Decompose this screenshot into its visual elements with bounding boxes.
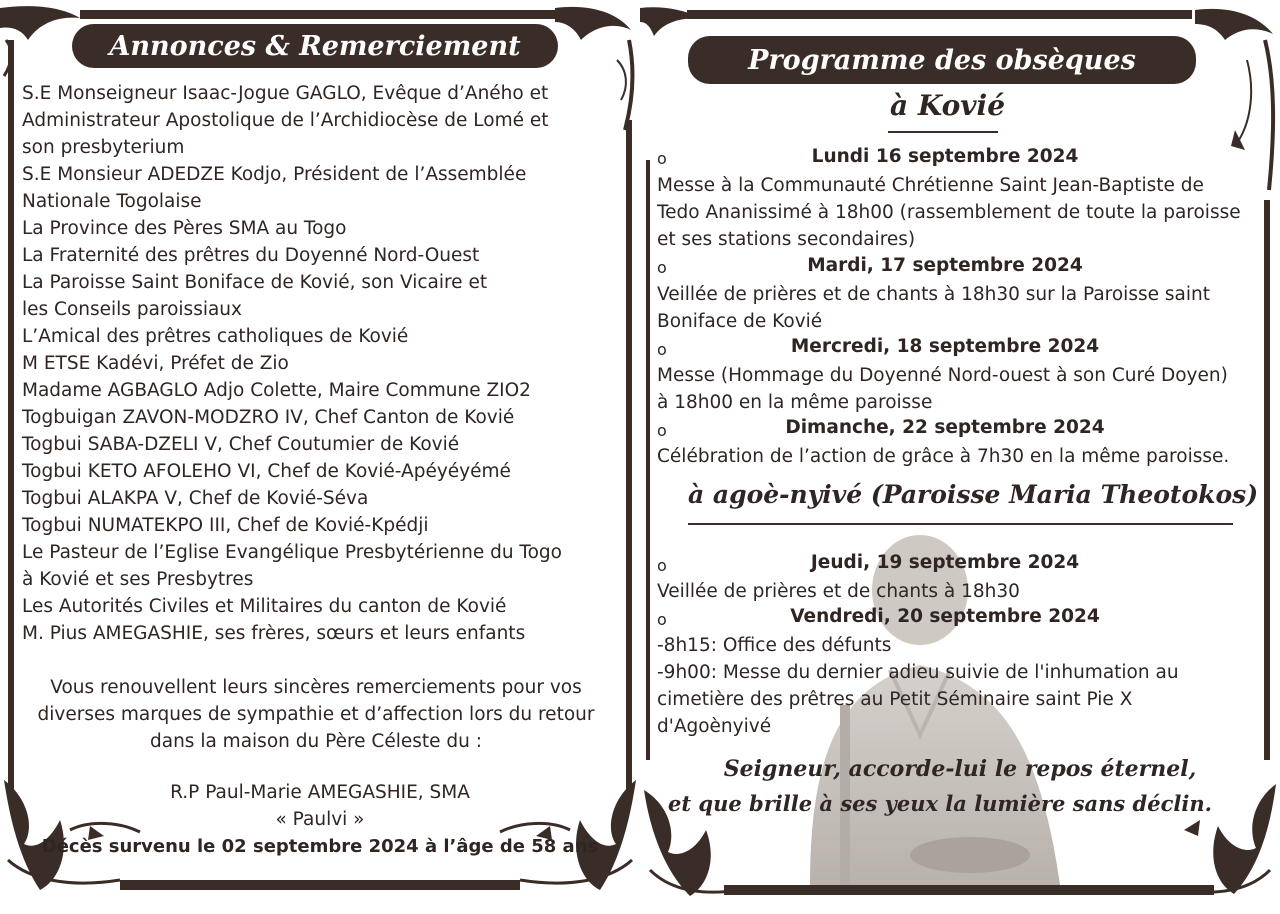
list-item: Les Autorités Civiles et Militaires du canton de Kovié (22, 596, 507, 617)
list-item: Togbui NUMATEKPO III, Chef de Kovié-Kpédji (22, 515, 429, 536)
list-item: Togbui KETO AFOLEHO VI, Chef de Kovié-Apéyéyémé (22, 461, 511, 482)
announcements-title-banner (72, 24, 558, 68)
list-item: La Province des Pères SMA au Togo (22, 218, 347, 239)
death-notice: Décès survenu le 02 septembre 2024 à l’âge de 58 ans (41, 836, 599, 857)
list-item: M. Pius AMEGASHIE, ses frères, sœurs et leurs enfants (22, 623, 526, 644)
list-item: Madame AGBAGLO Adjo Colette, Maire Commune ZIO2 (22, 380, 531, 401)
list-item: les Conseils paroissiaux (22, 299, 242, 320)
program-title: Programme des obsèques (748, 44, 1136, 76)
bullet: o (657, 340, 667, 359)
list-item: Le Pasteur de l’Eglise Evangélique Presbytérienne du Togo (22, 542, 562, 563)
list-item: à Kovié et ses Presbytres (22, 569, 254, 590)
announcements-title: Annonces & Remerciement (109, 30, 521, 62)
list-item: son presbyterium (22, 137, 185, 158)
list-item: M ETSE Kadévi, Préfet de Zio (22, 353, 289, 374)
top-frame-bar (687, 10, 1192, 19)
event-date: Dimanche, 22 septembre 2024 (785, 417, 1105, 438)
left-frame-bar (646, 160, 650, 760)
bullet: o (657, 610, 667, 629)
thanks-line: dans la maison du Père Céleste du : (150, 731, 482, 752)
prayer-line: Seigneur, accorde-lui le repos éternel, (723, 756, 1197, 782)
list-item: Togbuigan ZAVON-MODZRO IV, Chef Canton de Kovié (22, 407, 515, 428)
thanks-line: Vous renouvellent leurs sincères remerciements pour vos (50, 677, 582, 698)
bullet: o (657, 421, 667, 440)
event-line: Célébration de l’action de grâce à 7h30 en la même paroisse. (657, 446, 1230, 467)
event-line: à 18h00 en la même paroisse (657, 392, 933, 413)
event-line: cimetière des prêtres au Petit Séminaire saint Pie X (657, 689, 1133, 710)
bottom-right-ornament (1140, 760, 1280, 914)
event-line: Boniface de Kovié (657, 311, 823, 332)
thanks-line: diverses marques de sympathie et d’affection lors du retour (37, 704, 595, 725)
event-line: Veillée de prières et de chants à 18h30 sur la Paroisse saint (657, 284, 1210, 305)
list-item: L’Amical des prêtres catholiques de Kovié (22, 326, 409, 347)
bottom-frame-bar (120, 880, 520, 890)
location-kovie-heading: à Kovié (890, 89, 1006, 122)
deceased-nickname: « Paulvi » (275, 809, 365, 830)
top-right-ornament (555, 0, 640, 140)
list-item: Togbui ALAKPA V, Chef de Kovié-Séva (22, 488, 369, 509)
location-agoe-heading: à agoè-nyivé (Paroisse Maria Theotokos) (688, 480, 1259, 509)
list-item: La Fraternité des prêtres du Doyenné Nord-Ouest (22, 245, 480, 266)
prayer-line: et que brille à ses yeux la lumière sans déclin. (668, 791, 1212, 816)
list-item: La Paroisse Saint Boniface de Kovié, son Vicaire et (22, 272, 488, 293)
list-item: Togbui SABA-DZELI V, Chef Coutumier de Kovié (22, 434, 460, 455)
event-line: Veillée de prières et de chants à 18h30 (657, 581, 1020, 602)
program-panel (640, 0, 1280, 914)
event-date: Mercredi, 18 septembre 2024 (790, 336, 1100, 357)
event-line: d'Agoènyivé (657, 716, 772, 737)
list-item: S.E Monsieur ADEDZE Kodjo, Président de l’Assemblée (22, 164, 527, 185)
location-kovie-underline (888, 131, 998, 133)
event-date: Lundi 16 septembre 2024 (811, 146, 1079, 167)
bottom-left-ornament (640, 760, 770, 914)
event-date: Jeudi, 19 septembre 2024 (810, 552, 1080, 573)
event-line: -9h00: Messe du dernier adieu suivie de l'inhumation au (657, 662, 1179, 683)
right-frame-bar (1264, 200, 1270, 760)
event-line: Tedo Ananissimé à 18h00 (rassemblement de toute la paroisse (657, 202, 1241, 223)
deceased-name: R.P Paul-Marie AMEGASHIE, SMA (170, 782, 470, 803)
program-title-banner (688, 36, 1196, 84)
list-item: Administrateur Apostolique de l’Archidiocèse de Lomé et (22, 110, 549, 131)
top-right-ornament (1195, 0, 1280, 200)
bullet: o (657, 149, 667, 168)
event-line: Messe (Hommage du Doyenné Nord-ouest à son Curé Doyen) (657, 365, 1228, 386)
location-agoe-underline (688, 523, 1233, 525)
bullet: o (657, 258, 667, 277)
event-date: Vendredi, 20 septembre 2024 (790, 606, 1100, 627)
event-date: Mardi, 17 septembre 2024 (807, 255, 1083, 276)
event-line: -8h15: Office des défunts (657, 635, 892, 656)
list-item: Nationale Togolaise (22, 191, 202, 212)
event-line: Messe à la Communauté Chrétienne Saint Jean-Baptiste de (657, 175, 1204, 196)
list-item: S.E Monseigneur Isaac-Jogue GAGLO, Evêque d’Aného et (22, 83, 549, 104)
top-frame-bar (80, 10, 558, 19)
right-frame-bar (626, 120, 632, 800)
event-line: et ses stations secondaires) (657, 229, 916, 250)
bullet: o (657, 556, 667, 575)
